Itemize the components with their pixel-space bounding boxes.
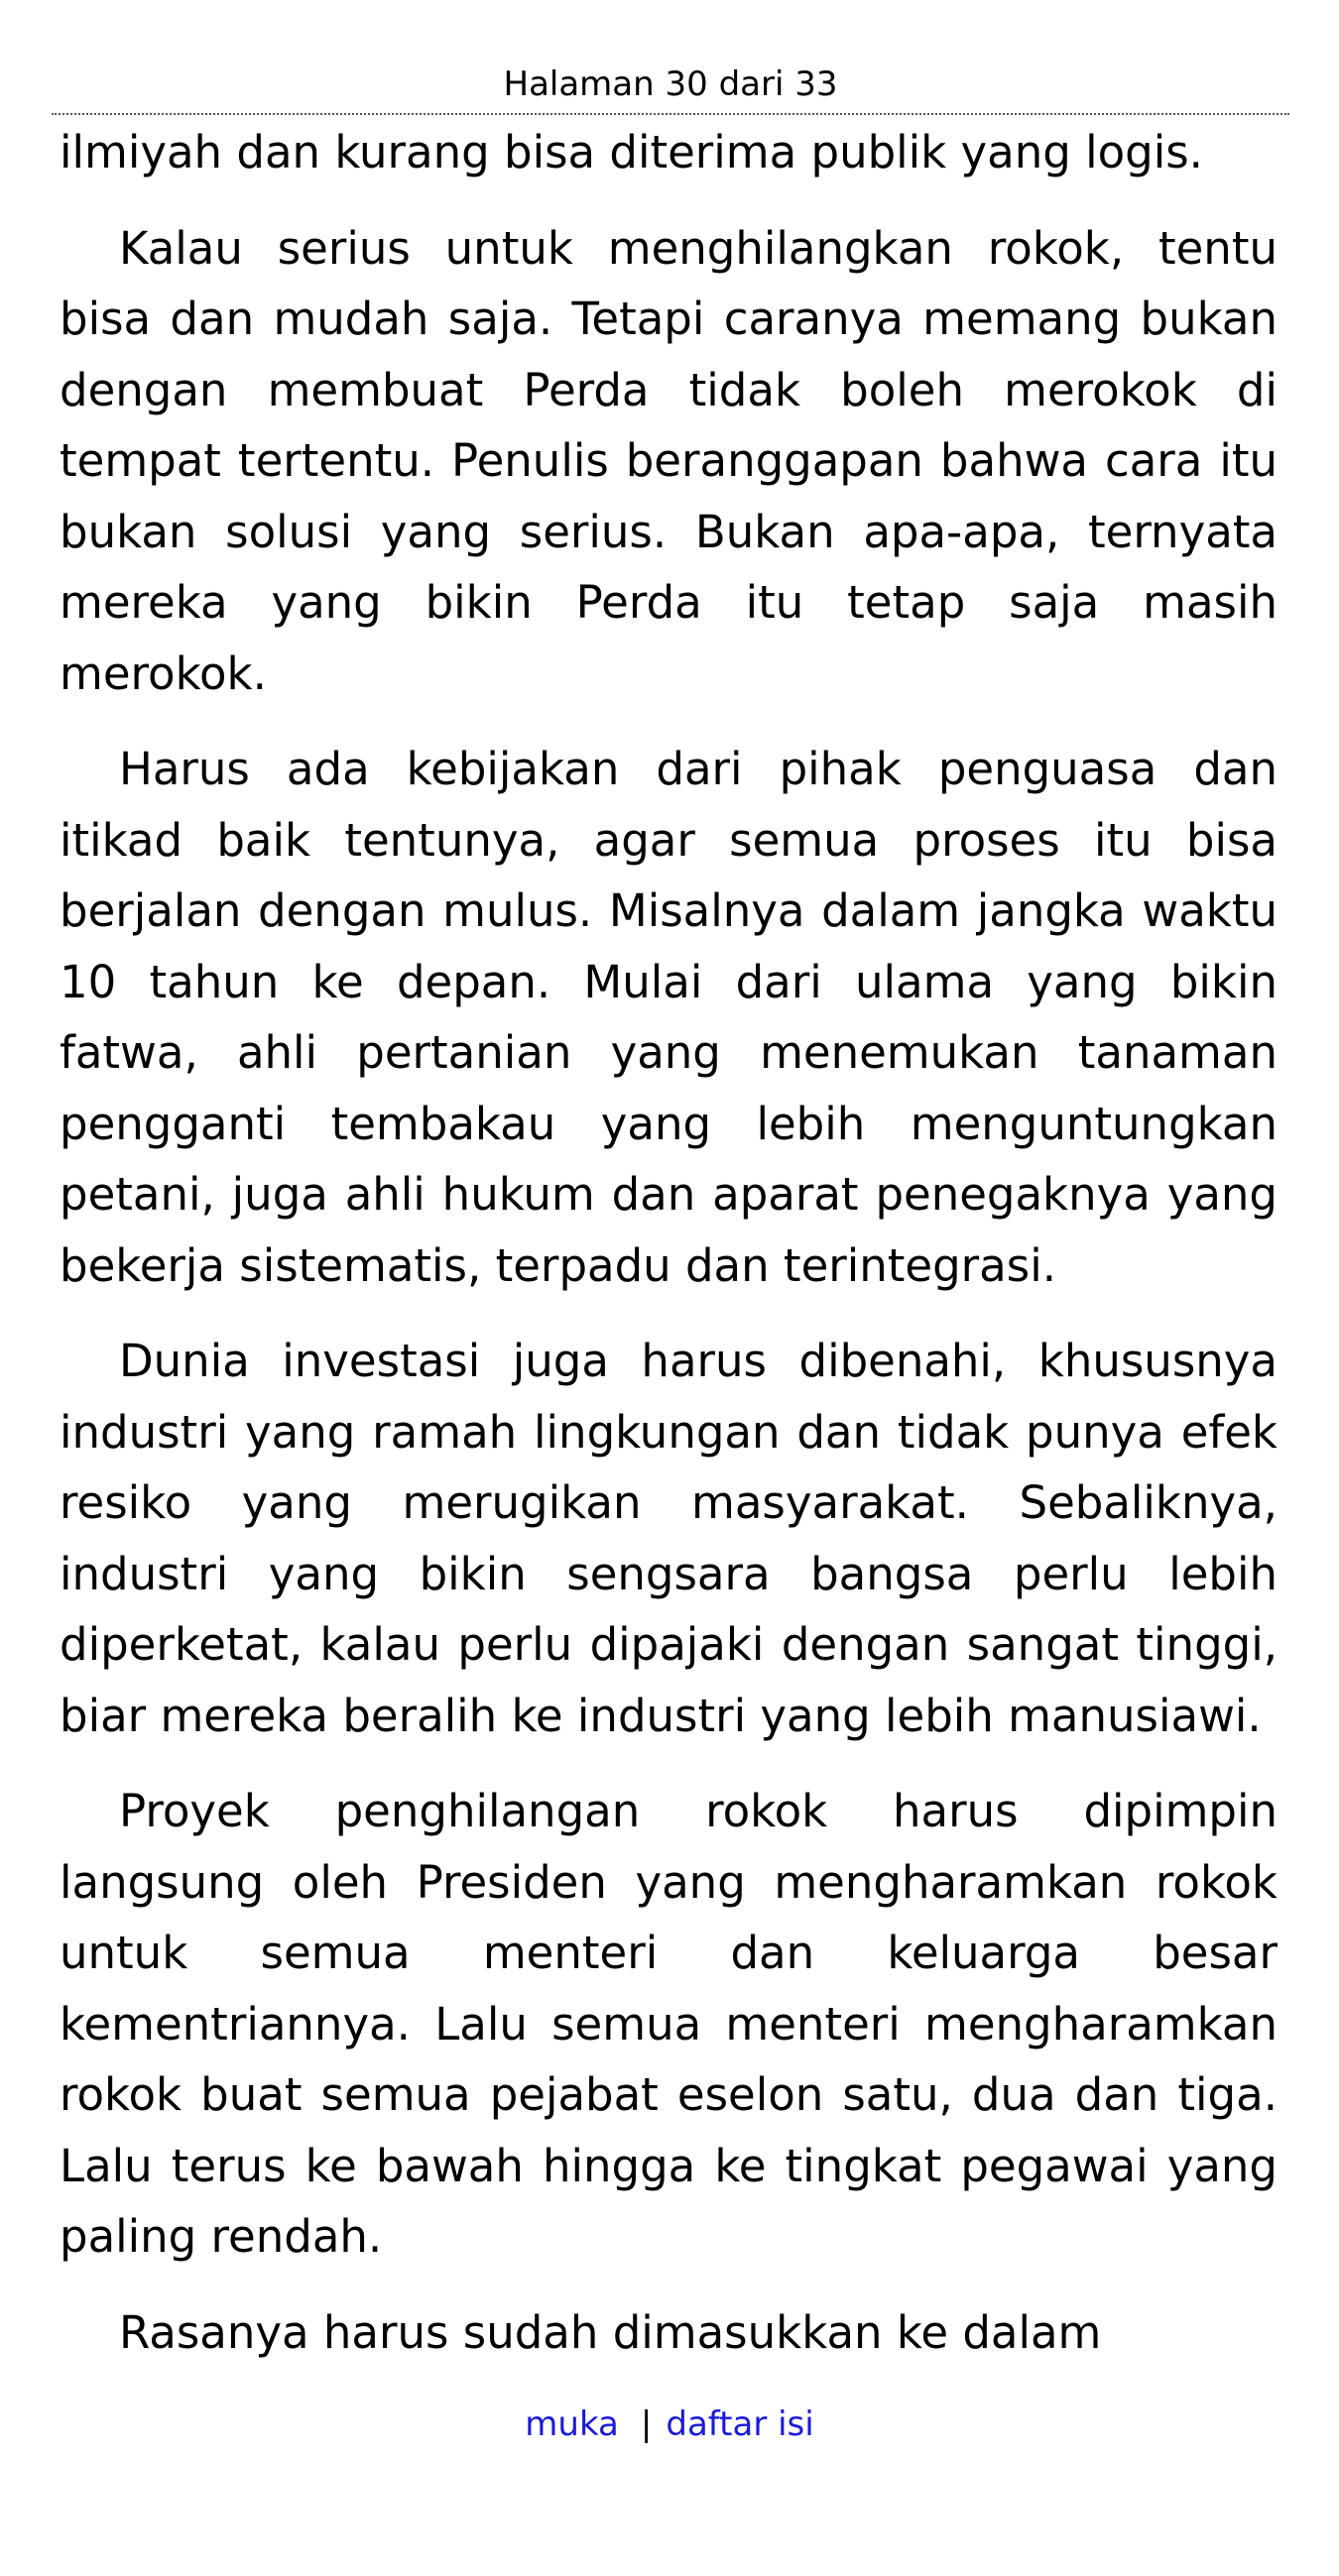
paragraph: Proyek penghilangan rokok harus dipimpin langsung oleh Presiden yang mengharamkan rokok untuk semua menteri dan keluarga besar kementriannya. Lalu semua menteri mengharamkan rokok buat semua pejabat eselon satu, dua dan tiga. Lalu terus ke bawah hingga ke tingkat pegawai yang paling rendah. [60,1785,1278,2263]
paragraph: Dunia investasi juga harus dibenahi, khususnya industri yang ramah lingkungan dan tidak punya efek resiko yang merugikan masyarakat. Sebaliknya, industri yang bikin sengsara bangsa perlu lebih diperketat, kalau perlu dipajaki dengan sangat tinggi, biar mereka beralih ke industri yang lebih manusiawi. [60,1335,1278,1742]
home-link[interactable]: muka [525,2404,619,2444]
paragraph: Kalau serius untuk menghilangkan rokok, tentu bisa dan mudah saja. Tetapi caranya memang bukan dengan membuat Perda tidak boleh merokok di tempat tertentu. Penulis beranggapan bahwa cara itu bukan solusi yang serius. Bukan apa-apa, ternyata mereka yang bikin Perda itu tetap saja masih merokok. [60,221,1278,700]
document-body [60,117,1278,2393]
paragraph-continuation: ilmiyah dan kurang bisa diterima publik yang logis. [60,126,1203,178]
page-indicator: Halaman 30 dari 33 [503,64,838,104]
page-header [52,56,1289,115]
paragraph-partial: Rasanya harus sudah dimasukkan ke dalam [119,2305,1102,2359]
paragraph: Harus ada kebijakan dari pihak penguasa dan itikad baik tentunya, agar semua proses itu bisa berjalan dengan mulus. Misalnya dalam jangka waktu 10 tahun ke depan. Mulai dari ulama yang bikin fatwa, ahli pertanian yang menemukan tanaman pengganti tembakau yang lebih menguntungkan petani, juga ahli hukum dan aparat penegaknya yang bekerja sistematis, terpadu dan terintegrasi. [60,743,1278,1292]
nav-separator: | [640,2404,653,2444]
table-of-contents-link[interactable]: daftar isi [666,2404,814,2444]
page-navigation [0,2400,1339,2449]
